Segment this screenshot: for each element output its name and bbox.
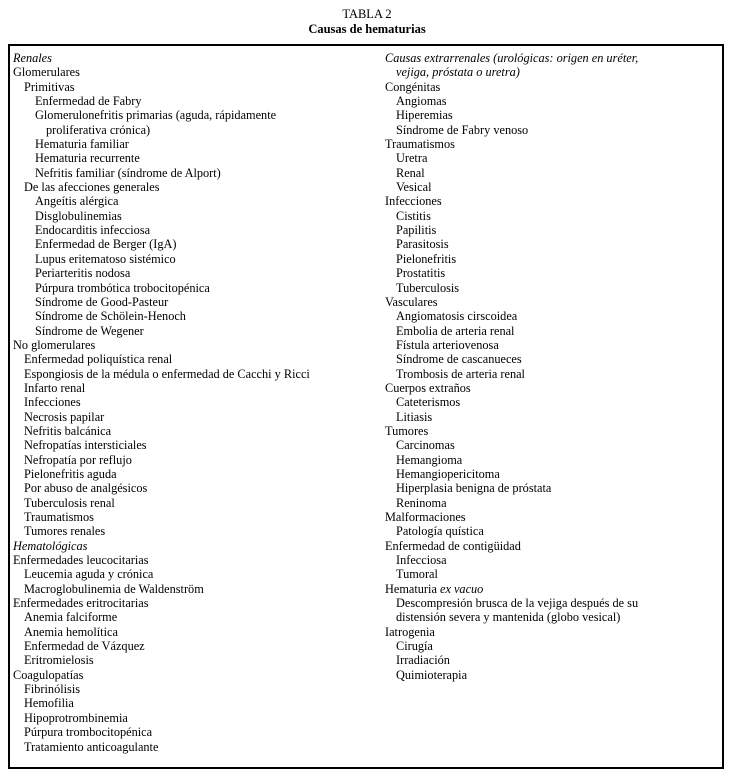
- list-item: Cistitis: [396, 208, 431, 223]
- list-item: Anemia falciforme: [24, 610, 118, 625]
- list-item: Papilitis: [396, 223, 437, 238]
- list-item: Cuerpos extraños: [385, 380, 471, 395]
- list-item: Nefropatía por reflujo: [24, 452, 132, 467]
- list-item: Hemangioma: [396, 452, 463, 467]
- list-item: Angiomatosis cirscoidea: [396, 309, 518, 324]
- list-item: Macroglobulinemia de Waldenström: [24, 581, 204, 596]
- table-title: Causas de hematurias: [308, 21, 426, 36]
- list-item: Tumores renales: [24, 524, 106, 539]
- list-item: Infecciosa: [396, 553, 447, 568]
- list-item: Descompresión brusca de la vejiga después de su: [396, 596, 639, 611]
- list-item: Hemofilia: [24, 696, 74, 711]
- list-item: Traumatismos: [24, 510, 94, 524]
- list-item: Cateterismos: [396, 395, 461, 410]
- list-item: Glomerulonefritis primarias (aguda, rápidamente: [35, 108, 277, 123]
- list-item: Fístula arteriovenosa: [396, 337, 499, 352]
- list-item: Primitivas: [24, 79, 75, 94]
- list-item: Hiperplasia benigna de próstata: [396, 481, 552, 496]
- list-item: Hematuria familiar: [35, 137, 129, 152]
- list-item: Periarteritis nodosa: [35, 266, 131, 281]
- list-item: Quimioterapia: [396, 667, 468, 682]
- list-item: Iatrogenia: [385, 624, 435, 639]
- list-item: Tumores: [385, 423, 429, 438]
- list-item: Eritromielosis: [24, 653, 94, 668]
- list-item: Enfermedad de Berger (IgA): [35, 237, 177, 252]
- list-item: proliferativa crónica): [46, 122, 151, 137]
- list-item: De las afecciones generales: [24, 180, 160, 195]
- list-item: Vesical: [396, 180, 432, 195]
- list-item: Hemangiopericitoma: [396, 466, 500, 481]
- list-item: Disglobulinemias: [35, 208, 122, 223]
- list-item: Nefritis familiar (síndrome de Alport): [35, 165, 221, 180]
- list-item: Coagulopatías: [13, 667, 84, 682]
- list-item: Enfermedad de Fabry: [35, 94, 142, 109]
- column-extrarrenales: [382, 46, 722, 682]
- list-item: Malformaciones: [385, 510, 466, 524]
- column-renales: [10, 46, 382, 754]
- list-item: Síndrome de cascanueces: [396, 352, 522, 367]
- table-border-box: [8, 44, 724, 769]
- list-item: Fibrinólisis: [24, 682, 81, 697]
- list-item: Carcinomas: [396, 438, 455, 453]
- list-item: Traumatismos: [385, 137, 455, 152]
- list-item: Renales: [13, 51, 52, 65]
- list-item: Pielonefritis aguda: [24, 466, 117, 481]
- list-item: [385, 582, 722, 596]
- list-item: Patología quística: [396, 524, 484, 539]
- list-item: Espongiosis de la médula o enfermedad de Cacchi y Ricci: [24, 366, 310, 381]
- list-item: Tratamiento anticoagulante: [24, 739, 159, 754]
- list-item: Pielonefritis: [396, 251, 457, 266]
- list-item: Leucemia aguda y crónica: [24, 567, 154, 582]
- list-item: Enfermedades eritrocitarias: [13, 596, 149, 611]
- list-item: Infecciones: [385, 194, 442, 209]
- list-item: Parasitosis: [396, 237, 449, 252]
- list-item: Púrpura trombótica trobocitopénica: [35, 280, 210, 295]
- list-item: Congénitas: [385, 79, 441, 94]
- list-item: Embolia de arteria renal: [396, 323, 515, 338]
- list-item-text: Hematuria: [385, 581, 440, 596]
- list-item: Vasculares: [385, 294, 438, 309]
- list-item: Por abuso de analgésicos: [24, 481, 148, 496]
- list-item: Infarto renal: [24, 380, 86, 395]
- list-item: Púrpura trombocitopénica: [24, 725, 153, 740]
- list-item: Reninoma: [396, 495, 447, 510]
- list-item: Necrosis papilar: [24, 409, 105, 424]
- list-item: distensión severa y mantenida (globo vesical): [396, 610, 621, 625]
- list-item: Litiasis: [396, 409, 433, 424]
- list-item: Cirugía: [396, 639, 433, 654]
- list-item: Hipoprotrombinemia: [24, 710, 128, 725]
- list-item: Uretra: [396, 151, 428, 166]
- list-item: Enfermedad de Vázquez: [24, 639, 145, 654]
- table-heading: [0, 0, 734, 36]
- list-item: Glomerulares: [13, 65, 80, 80]
- table-label: TABLA 2: [342, 7, 392, 21]
- list-item: Infecciones: [24, 395, 81, 410]
- list-item: Tuberculosis renal: [24, 495, 115, 510]
- list-item: Prostatitis: [396, 266, 446, 281]
- list-item: Enfermedades leucocitarias: [13, 553, 149, 568]
- list-item: Anemia hemolítica: [24, 624, 118, 639]
- list-item: Nefritis balcánica: [24, 423, 112, 438]
- list-item: Síndrome de Fabry venoso: [396, 122, 529, 137]
- list-item: No glomerulares: [13, 337, 96, 352]
- list-item: Angiomas: [396, 94, 447, 109]
- list-item: vejiga, próstata o uretra): [396, 65, 520, 80]
- list-item: Lupus eritematoso sistémico: [35, 251, 176, 266]
- list-item: Angeítis alérgica: [35, 194, 119, 209]
- list-item: Endocarditis infecciosa: [35, 223, 151, 238]
- list-item: Hematuria recurrente: [35, 151, 140, 166]
- list-item: Causas extrarrenales (urológicas: origen en uréter,: [385, 51, 639, 65]
- list-item: Síndrome de Good-Pasteur: [35, 294, 169, 309]
- list-item: Nefropatías intersticiales: [24, 438, 147, 453]
- list-item-text: ex vacuo: [439, 581, 484, 596]
- list-item: Tumoral: [396, 567, 438, 582]
- list-item: Hematológicas: [13, 538, 88, 553]
- list-item: Renal: [396, 165, 425, 180]
- list-item: Tuberculosis: [396, 280, 460, 295]
- list-item: Hiperemias: [396, 108, 453, 123]
- list-item: Enfermedad poliquística renal: [24, 352, 173, 367]
- list-item: Síndrome de Wegener: [35, 323, 144, 338]
- list-item: Enfermedad de contigüidad: [385, 538, 521, 553]
- list-item: Síndrome de Schölein-Henoch: [35, 309, 186, 324]
- list-item: Trombosis de arteria renal: [396, 366, 525, 381]
- list-item: Irradiación: [396, 653, 450, 668]
